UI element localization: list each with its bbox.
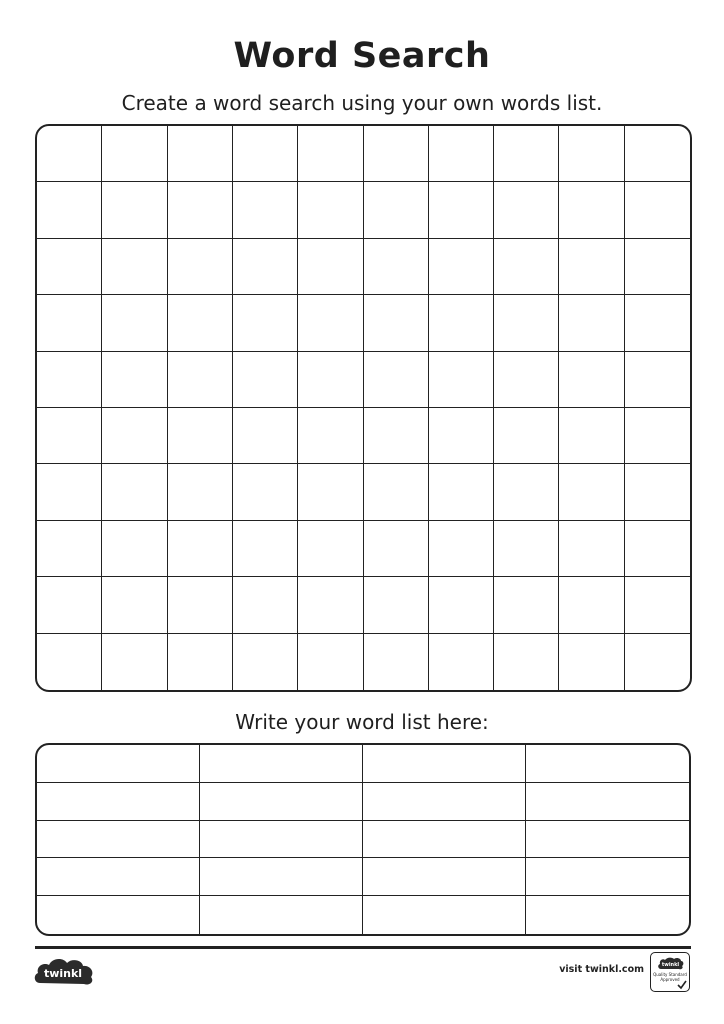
grid-cell bbox=[37, 239, 102, 295]
grid-cell bbox=[494, 239, 559, 295]
grid-cell bbox=[429, 182, 494, 238]
grid-cell bbox=[625, 521, 690, 577]
grid-cell bbox=[429, 464, 494, 520]
grid-cell bbox=[298, 126, 363, 182]
grid-cell bbox=[625, 464, 690, 520]
grid-cell bbox=[168, 182, 233, 238]
grid-cell bbox=[168, 295, 233, 351]
grid-cell bbox=[429, 295, 494, 351]
word-list-cell bbox=[200, 783, 363, 821]
grid-cell bbox=[429, 239, 494, 295]
word-list-cell bbox=[526, 745, 689, 783]
word-list-cell bbox=[37, 858, 200, 896]
word-list-cell bbox=[363, 783, 526, 821]
grid-cell bbox=[233, 239, 298, 295]
grid-cell bbox=[559, 464, 624, 520]
word-list-cell bbox=[526, 858, 689, 896]
grid-cell bbox=[298, 408, 363, 464]
grid-cell bbox=[429, 634, 494, 690]
grid-cell bbox=[298, 464, 363, 520]
grid-cell bbox=[494, 464, 559, 520]
grid-cell bbox=[168, 521, 233, 577]
grid-cell bbox=[625, 239, 690, 295]
grid-cell bbox=[233, 577, 298, 633]
word-list-cell bbox=[37, 783, 200, 821]
grid-cell bbox=[429, 577, 494, 633]
grid-cell bbox=[102, 126, 167, 182]
word-list-cell bbox=[526, 783, 689, 821]
grid-cell bbox=[102, 577, 167, 633]
word-list-cell bbox=[363, 821, 526, 859]
grid-cell bbox=[494, 182, 559, 238]
grid-cell bbox=[625, 634, 690, 690]
grid-cell bbox=[168, 408, 233, 464]
grid-cell bbox=[559, 408, 624, 464]
word-list-cell bbox=[200, 896, 363, 934]
grid-cell bbox=[298, 521, 363, 577]
grid-cell bbox=[102, 182, 167, 238]
grid-cell bbox=[364, 521, 429, 577]
word-list-cell bbox=[363, 858, 526, 896]
badge-logo-text: twinkl bbox=[661, 962, 680, 968]
grid-cell bbox=[559, 352, 624, 408]
grid-cell bbox=[559, 521, 624, 577]
grid-cell bbox=[429, 126, 494, 182]
grid-cell bbox=[37, 182, 102, 238]
grid-cell bbox=[168, 126, 233, 182]
checkmark-icon bbox=[677, 980, 687, 990]
word-search-grid bbox=[35, 124, 692, 692]
grid-cell bbox=[364, 295, 429, 351]
grid-cell bbox=[364, 408, 429, 464]
grid-cell bbox=[102, 408, 167, 464]
word-list-heading: Write your word list here: bbox=[235, 710, 489, 734]
grid-cell bbox=[559, 239, 624, 295]
footer-divider bbox=[35, 946, 691, 949]
grid-cell bbox=[559, 295, 624, 351]
grid-cell bbox=[37, 352, 102, 408]
grid-cell bbox=[102, 295, 167, 351]
grid-cell bbox=[364, 352, 429, 408]
grid-cell bbox=[364, 182, 429, 238]
grid-cell bbox=[37, 521, 102, 577]
grid-cell bbox=[233, 126, 298, 182]
word-list-cell bbox=[526, 821, 689, 859]
word-list-cell bbox=[363, 896, 526, 934]
grid-cell bbox=[625, 408, 690, 464]
word-list-cell bbox=[37, 745, 200, 783]
grid-cell bbox=[559, 577, 624, 633]
grid-cell bbox=[37, 577, 102, 633]
grid-cell bbox=[233, 182, 298, 238]
word-list-cell bbox=[200, 745, 363, 783]
word-list-cell bbox=[37, 821, 200, 859]
grid-cell bbox=[233, 295, 298, 351]
word-list-cell bbox=[200, 821, 363, 859]
grid-cell bbox=[494, 352, 559, 408]
grid-cell bbox=[233, 634, 298, 690]
grid-cell bbox=[559, 634, 624, 690]
word-list-cell bbox=[200, 858, 363, 896]
grid-cell bbox=[364, 239, 429, 295]
word-list-cell bbox=[526, 896, 689, 934]
grid-cell bbox=[233, 352, 298, 408]
footer-website-link[interactable]: visit twinkl.com bbox=[559, 964, 644, 975]
grid-cell bbox=[233, 521, 298, 577]
grid-cell bbox=[364, 577, 429, 633]
page-subtitle: Create a word search using your own words list. bbox=[121, 91, 603, 115]
badge-logo-icon bbox=[657, 956, 684, 970]
grid-cell bbox=[168, 577, 233, 633]
grid-cell bbox=[429, 352, 494, 408]
twinkl-logo bbox=[32, 955, 96, 987]
grid-cell bbox=[37, 295, 102, 351]
grid-cell bbox=[37, 126, 102, 182]
grid-cell bbox=[168, 239, 233, 295]
grid-cell bbox=[298, 239, 363, 295]
grid-cell bbox=[233, 408, 298, 464]
grid-cell bbox=[494, 521, 559, 577]
grid-cell bbox=[625, 182, 690, 238]
grid-cell bbox=[494, 577, 559, 633]
grid-cell bbox=[102, 634, 167, 690]
grid-cell bbox=[298, 295, 363, 351]
quality-standard-badge bbox=[650, 952, 690, 992]
grid-cell bbox=[37, 464, 102, 520]
grid-cell bbox=[559, 182, 624, 238]
grid-cell bbox=[429, 521, 494, 577]
grid-cell bbox=[625, 126, 690, 182]
grid-cell bbox=[364, 464, 429, 520]
grid-cell bbox=[494, 126, 559, 182]
grid-cell bbox=[233, 464, 298, 520]
badge-caption: Quality Standard Approved bbox=[653, 972, 687, 982]
grid-cell bbox=[168, 634, 233, 690]
grid-cell bbox=[102, 239, 167, 295]
grid-cell bbox=[298, 182, 363, 238]
grid-cell bbox=[102, 521, 167, 577]
logo-text: twinkl bbox=[43, 967, 83, 980]
grid-cell bbox=[625, 352, 690, 408]
grid-cell bbox=[168, 464, 233, 520]
grid-cell bbox=[364, 126, 429, 182]
grid-cell bbox=[102, 352, 167, 408]
page-title: Word Search bbox=[233, 36, 491, 76]
word-list-table bbox=[35, 743, 691, 936]
grid-cell bbox=[494, 295, 559, 351]
word-list-cell bbox=[363, 745, 526, 783]
grid-cell bbox=[494, 634, 559, 690]
grid-cell bbox=[494, 408, 559, 464]
grid-cell bbox=[37, 634, 102, 690]
grid-cell bbox=[298, 577, 363, 633]
grid-cell bbox=[429, 408, 494, 464]
grid-cell bbox=[625, 295, 690, 351]
grid-cell bbox=[625, 577, 690, 633]
word-list-cell bbox=[37, 896, 200, 934]
grid-cell bbox=[559, 126, 624, 182]
grid-cell bbox=[298, 634, 363, 690]
grid-cell bbox=[37, 408, 102, 464]
grid-cell bbox=[102, 464, 167, 520]
grid-cell bbox=[168, 352, 233, 408]
grid-cell bbox=[364, 634, 429, 690]
grid-cell bbox=[298, 352, 363, 408]
